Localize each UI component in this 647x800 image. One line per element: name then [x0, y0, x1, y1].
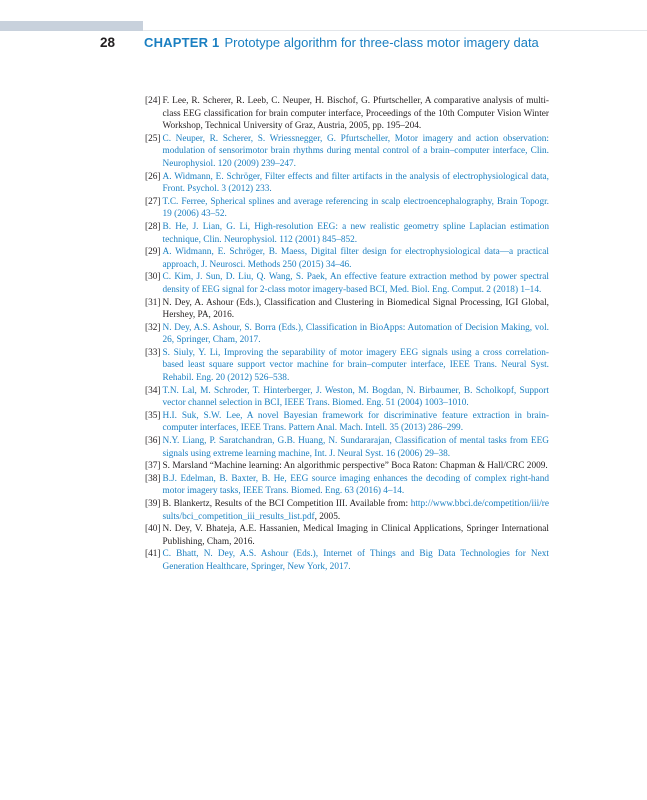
reference-number: [37] — [145, 461, 161, 472]
reference-number: [36] — [145, 436, 161, 447]
reference-link[interactable]: C. Bhatt, N. Dey, A.S. Ashour (Eds.), Internet of Things and Big Data Technologies for Next Generation Healthcare, Springer, New York, 2017. — [162, 549, 549, 572]
reference-number: [25] — [145, 133, 161, 144]
reference-number: [38] — [145, 473, 161, 484]
reference-text — [163, 498, 550, 523]
reference-number: [33] — [145, 347, 161, 358]
reference-number: [28] — [145, 221, 161, 232]
reference-39 — [145, 498, 549, 523]
running-header — [100, 35, 539, 53]
reference-40 — [145, 523, 549, 548]
reference-34 — [145, 385, 549, 410]
reference-number: [27] — [145, 196, 161, 207]
reference-37 — [145, 460, 549, 473]
reference-text: S. Marsland “Machine learning: An algorithmic perspective” Boca Raton: Chapman & Hall/CRC 2009. — [162, 461, 548, 472]
reference-number: [29] — [145, 247, 161, 258]
reference-link[interactable]: T.C. Ferree, Spherical splines and average referencing in scalp electroencephalography, Brain Topogr. 19 (2006) 43–52. — [162, 196, 549, 220]
reference-number: [24] — [145, 96, 161, 106]
reference-text: F. Lee, R. Scherer, R. Leeb, C. Neuper, H. Bischof, G. Pfurtscheller, A comparative analysis of multi-class EEG classification for brain computer interface, Proceedings of the 10th Computer Vision Winter Workshop, Technical University of Graz, Austria, 2005, pp. 195–204. — [162, 96, 549, 132]
reference-link[interactable]: S. Siuly, Y. Li, Improving the separability of motor imagery EEG signals using a cross correlation-based least square support vector machine for brain–computer interface, IEEE Trans. Neural Syst. Rehabil. Eng. 20 (2012) 526–538. — [162, 347, 549, 384]
reference-text-after-url: , 2005. — [314, 511, 341, 522]
reference-link[interactable]: B.J. Edelman, B. Baxter, B. He, EEG source imaging enhances the decoding of complex right-hand motor imagery tasks, IEEE Trans. Biomed. Eng. 63 (2016) 4–14. — [162, 473, 549, 497]
reference-link[interactable]: N. Dey, A.S. Ashour, S. Borra (Eds.), Classification in BioApps: Automation of Decision Making, vol. 26, Springer, Cham, 2017. — [162, 322, 549, 346]
reference-link[interactable]: B. He, J. Lian, G. Li, High-resolution EEG: a new realistic geometry spline Laplacian estimation technique, Clin. Neurophysiol. 112 (2001) 845–852. — [162, 221, 549, 245]
reference-27 — [145, 196, 549, 221]
reference-text-before-url: B. Blankertz, Results of the BCI Competition III. Available from: — [162, 499, 411, 509]
reference-38 — [145, 473, 549, 498]
reference-29 — [145, 246, 549, 271]
reference-36 — [145, 435, 549, 460]
reference-number: [40] — [145, 524, 161, 535]
header-rule — [143, 30, 647, 31]
reference-link[interactable]: N.Y. Liang, P. Saratchandran, G.B. Huang, N. Sundararajan, Classification of mental tasks from EEG signals using extreme learning machine, Int. J. Neural Syst. 16 (2006) 29–38. — [162, 436, 549, 459]
reference-33 — [145, 347, 549, 385]
reference-28 — [145, 221, 549, 246]
reference-number: [41] — [145, 549, 161, 560]
reference-35 — [145, 410, 549, 435]
header-accent-bar — [0, 21, 143, 31]
reference-number: [35] — [145, 410, 161, 421]
reference-link[interactable]: C. Kim, J. Sun, D. Liu, Q. Wang, S. Paek, An effective feature extraction method by power spectral density of EEG signal for 2-class motor imagery-based BCI, Med. Biol. Eng. Comput. 2 (2018) 1–14. — [162, 272, 549, 295]
reference-32 — [145, 322, 549, 347]
page-number: 28 — [100, 35, 116, 50]
reference-number: [31] — [145, 297, 161, 308]
reference-link[interactable]: T.N. Lal, M. Schroder, T. Hinterberger, J. Weston, M. Bogdan, N. Birbaumer, B. Scholkopf, Support vector channel selection in BCI, IEEE Trans. Biomed. Eng. 51 (2004) 1003–1010. — [162, 385, 549, 409]
reference-list — [145, 95, 549, 574]
reference-30 — [145, 271, 549, 296]
reference-31 — [145, 297, 549, 322]
reference-link[interactable]: A. Widmann, E. Schröger, B. Maess, Digital filter design for electrophysiological data—a practical approach, J. Neurosci. Methods 250 (2015) 34–46. — [162, 247, 549, 270]
reference-link[interactable]: C. Neuper, R. Scherer, S. Wriessnegger, G. Pfurtscheller, Motor imagery and action observation: modulation of sensorimotor brain rhythms during mental control of a brain–computer interface, Clin. Neurophysiol. 120 (2009) 239–247. — [162, 133, 549, 169]
reference-25 — [145, 133, 549, 171]
reference-text: N. Dey, V. Bhateja, A.E. Hassanien, Medical Imaging in Clinical Applications, Springer International Publishing, Cham, 2016. — [162, 524, 549, 547]
reference-number: [32] — [145, 322, 161, 333]
reference-24 — [145, 95, 549, 133]
chapter-title: Prototype algorithm for three-class motor imagery data — [224, 35, 539, 50]
results-url-link[interactable]: http://www.bbci.de/competition/iii/results/bci_competition_iii_results_list.pdf — [162, 499, 549, 522]
reference-41 — [145, 548, 549, 573]
reference-link[interactable]: H.I. Suk, S.W. Lee, A novel Bayesian framework for discriminative feature extraction in brain-computer interfaces, IEEE Trans. Pattern Anal. Mach. Intell. 35 (2013) 286–299. — [162, 410, 549, 434]
reference-number: [34] — [145, 385, 161, 396]
chapter-label: CHAPTER 1 — [144, 35, 220, 50]
reference-link[interactable]: A. Widmann, E. Schröger, Filter effects and filter artifacts in the analysis of electrophysiological data, Front. Psychol. 3 (2012) 233. — [162, 171, 549, 195]
reference-text: N. Dey, A. Ashour (Eds.), Classification and Clustering in Biomedical Signal Processing, IGI Global, Hershey, PA, 2016. — [162, 297, 549, 321]
reference-26 — [145, 171, 549, 196]
reference-number: [39] — [145, 499, 161, 509]
reference-number: [30] — [145, 272, 161, 283]
reference-number: [26] — [145, 171, 161, 182]
